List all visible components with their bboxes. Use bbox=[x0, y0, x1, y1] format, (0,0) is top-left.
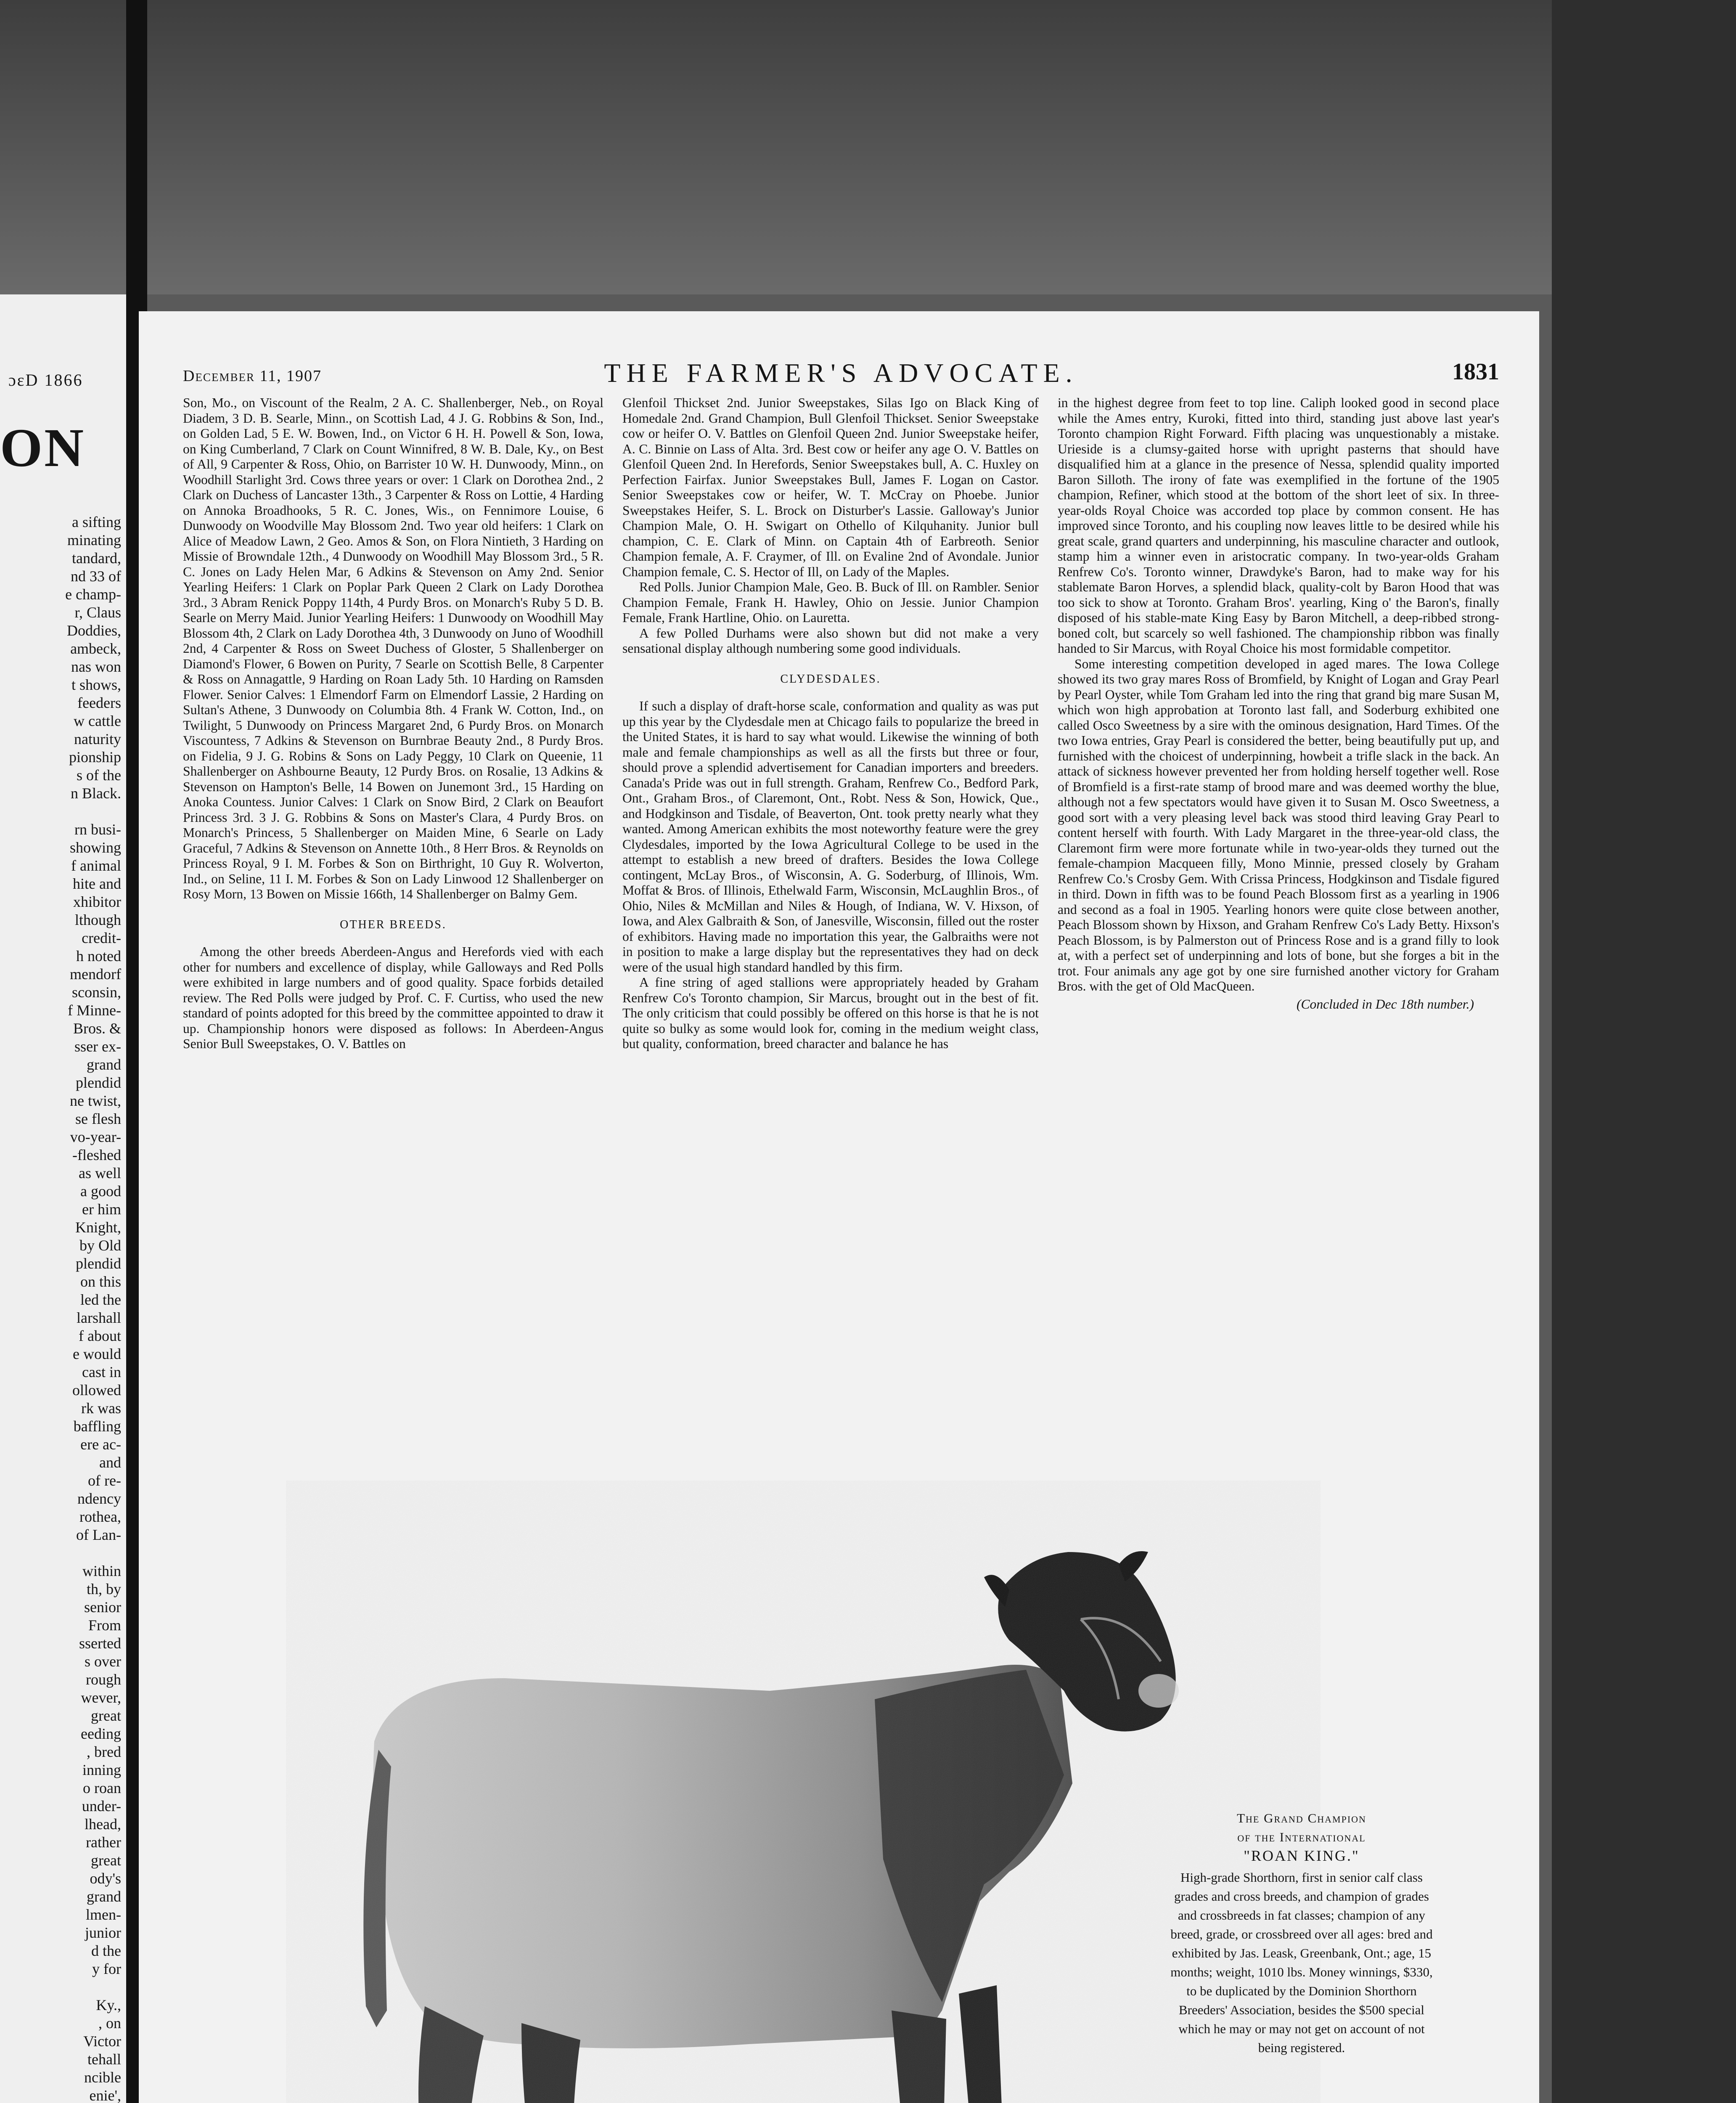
left-text-line: ambeck, bbox=[70, 640, 121, 657]
left-text-line: eeding bbox=[81, 1725, 121, 1742]
left-text-line: ne twist, bbox=[70, 1092, 121, 1109]
left-text-line: h noted bbox=[76, 948, 121, 964]
left-text-line bbox=[65, 803, 121, 821]
left-text-line: great bbox=[91, 1707, 121, 1724]
left-text-fragments bbox=[65, 513, 121, 2103]
left-text-line bbox=[65, 1978, 121, 1996]
left-text-line: rk was bbox=[81, 1400, 121, 1417]
left-text-line: senior bbox=[84, 1599, 121, 1616]
left-text-line: Victor bbox=[83, 2033, 121, 2050]
left-text-line bbox=[65, 1544, 121, 1562]
col2-paragraph: If such a display of draft-horse scale, conformation and quality as was put up this year by the Clydesdale men at Chicago fails to popularize the breed in the United States, it is hard to say what would. Likewise the winning of both male and female championships as well as all the firsts but three or four, should prove a splendid advertisement for Canadian importers and breeders. Canada's Pride was out in full strength. Graham, Renfrew Co., Bedford Park, Ont., Graham Bros., of Claremont, Ont., Robt. Ness & Son, Howick, Que., and Hodgkinson and Tisdale, of Beaverton, Ont. took pretty nearly what they wanted. Among American exhibits the most noteworthy feature were the grey Clydesdales, imported by the Iowa Agricultural College to be used in the attempt to establish a new breed of drafters. Besides the Iowa College contingent, McLay Bros., of Wisconsin, A. G. Soderburg, of Illinois, Wm. Moffat & Bros. of Illinois, Ethelwald Farm, Wisconsin, McLaughlin Bros., of Ohio, Niles & McMillan and Niles & Hough, of Indiana, W. V. Hixson, of Iowa, and Alex Galbraith & Son, of Janesville, Wisconsin, filled out the roster of exhibitors. Having made no importation this year, the Galbraiths were not in position to make a large display but the representatives they had on deck were of the usual high standard handled by this firm. bbox=[622, 699, 1039, 975]
col2-paragraph: Glenfoil Thickset 2nd. Junior Sweepstakes, Silas Igo on Black King of Homedale 2nd. Grand Champion, Bull Glenfoil Thickset. Senior Sweepstake cow or heifer O. V. Battles on Glenfoil Queen 2nd. Junior Sweepstake heifer, A. C. Binnie on Lass of Alta. 3rd. Best cow or heifer any age O. V. Battles on Glenfoil Queen 2nd. In Herefords, Senior Sweepstakes bull, A. C. Huxley on Perfection Fairfax. Junior Sweepstakes Bull, James F. Logan on Castor. Senior Sweepstakes cow or heifer, W. T. McCray on Phoebe. Junior Sweepstakes Heifer, S. L. Brock on Disturber's Lassie. Galloway's Junior Champion Male, O. H. Swigart on Othello of Kilquhanity. Junior bull champion, C. E. Clark of Minn. on Captain 4th of Earbreoth. Senior Champion female, A. F. Craymer, of Ill. on Evaline 2nd of Avondale. Junior Champion female, C. S. Hector of Ill, on Lady of the Maples. bbox=[622, 395, 1039, 579]
left-text-line: wever, bbox=[81, 1689, 121, 1706]
left-text-line: ere ac- bbox=[80, 1436, 121, 1453]
left-text-line: tandard, bbox=[72, 550, 121, 567]
left-text-line: , on bbox=[98, 2015, 121, 2031]
left-text-line: sserted bbox=[79, 1635, 121, 1652]
left-text-line: y for bbox=[92, 1960, 121, 1977]
left-text-line: se flesh bbox=[75, 1110, 121, 1127]
left-text-line: Knight, bbox=[75, 1219, 121, 1236]
col2-paragraph: A few Polled Durhams were also shown but did not make a very sensational display although numbering some good individuals. bbox=[622, 625, 1039, 656]
left-text-line: showing bbox=[69, 839, 121, 856]
left-text-line: of re- bbox=[88, 1472, 121, 1489]
left-text-line: ody's bbox=[90, 1870, 121, 1887]
left-text-line: grand bbox=[87, 1056, 121, 1073]
left-text-line: plendid bbox=[76, 1074, 121, 1091]
left-header-fragment: ɔɛD 1866 bbox=[8, 371, 83, 389]
caption-title-line-1: The Grand Champion bbox=[1237, 1811, 1366, 1825]
col3-paragraph: in the highest degree from feet to top line. Caliph looked good in second place while the Ames entry, Kuroki, fitted into third, standing just above last year's Toronto champion Right Forward. Fifth placing was unquestionably a mistake. Urieside is a clumsy-gaited horse with upright pasterns that should have disqualified him at a glance in the presence of Nessa, splendid quality imported Baron Silloth. The irony of fate was exemplified in the fortune of the 1905 champion, Refiner, which stood at the bottom of the short leet of six. In three-year-olds Royal Choice was accorded top place by common consent. He has improved since Toronto, and his coupling now leaves little to be desired while his great scale, grand quarters and underpinning, his masculine character and outlook, stamp him a winner even in aristocratic company. In two-year-olds Graham Renfrew Co's. Toronto winner, Drawdyke's Baron, had to make way for his stablemate Baron Horves, a splendid black, quality-colt by Baron Hood that was too sick to show at Toronto. Graham Bros'. yearling, King o' the Baron's, finally disposed of his stable-mate King Easy by Baron Mitchell, a deep-ribbed strong-boned colt, but scarcely so well fashioned. The championship ribbon was finally handed to Sir Marcus, with Royal Choice his most formidable competitor. bbox=[1058, 395, 1499, 656]
left-text-line: minating bbox=[67, 532, 121, 548]
caption-title-line-2: of the International bbox=[1237, 1830, 1366, 1844]
left-text-line: -fleshed bbox=[72, 1147, 121, 1163]
left-text-line: sser ex- bbox=[74, 1038, 121, 1055]
left-text-line: baffling bbox=[73, 1418, 121, 1435]
left-text-line: grand bbox=[87, 1888, 121, 1905]
left-text-line: nd 33 of bbox=[71, 568, 121, 585]
column-2 bbox=[622, 395, 1039, 1052]
left-text-line: rather bbox=[86, 1834, 121, 1851]
left-text-line: f about bbox=[79, 1327, 121, 1344]
left-text-line: hite and bbox=[73, 875, 121, 892]
col3-paragraph: Some interesting competition developed in aged mares. The Iowa College showed its two gray mares Ross of Bromfield, by Knight of Logan and Gray Pearl by Pearl Oyster, while Tom Graham led into the ring that grand big mare Susan M, which won high approbation at Toronto last fall, and Soderburg exhibited one called Osco Sweetness by a sire with the ominous designation, Hard Times. Of the two Iowa entries, Gray Pearl is considered the better, being beautifully put up, and furnished with the choicest of underpinning, howbeit a trifle slack in the back. An attack of sickness however prevented her from holding herself together well. Rose of Bromfield is a first-rate stamp of brood mare and was deemed worthy the blue, although not a few spectators would have given it to Susan M. Osco Sweetness, a good sort with a very pleasing level back was stood third leaving Gray Pearl to content herself with fourth. With Lady Margaret in the three-year-old class, the Claremont firm were more fortunate while in two-year-olds they turned out the female-champion Macqueen filly, Mono Minnie, pressed closely by Graham Renfrew Co.'s Crosby Gem. With Crissa Princess, Hodgkinson and Tisdale figured in third. Down in fifth was to be found Peach Blossom first as a yearling in 1906 and second as a foal in 1905. Yearling honors were quite close between another, Peach Blossom shown by Hixson, and Graham Renfrew Co's Lady Betty. Hixson's Peach Blossom, is by Palmerston out of Princess Rose and is a grand filly to look at, with a perfect set of underpinning and lots of bone, but she forges a bit in the trot. Four animals any age got by one sire furnished another victory for Graham Bros. with the get of Old MacQueen. bbox=[1058, 656, 1499, 993]
left-text-line: o roan bbox=[83, 1780, 121, 1796]
left-text-line: rough bbox=[86, 1671, 121, 1688]
col1-paragraph: Son, Mo., on Viscount of the Realm, 2 A. C. Shallenberger, Neb., on Royal Diadem, 3 D. B. Searle, Minn., on Scottish Lad, 4 J. G. Robbins & Son, Ind., on Golden Lad, 5 E. W. Bowen, Ind., on Victor 6 H. H. Powell & Son, Iowa, on King Cumberland, 7 Clark on Count Winnifred, 8 W. B. Dale, Ky., on Best of All, 9 Carpenter & Ross, Ohio, on Barrister 10 W. H. Dunwoody, Minn., on Woodhill Starlight 3rd. Cows three years or over: 1 Clark on Dorothea 2nd., 2 Clark on Duchess of Lancaster 13th., 3 Carpenter & Ross on Lottie, 4 Harding on Annoka Broadhooks, 5 R. C. Jones, Wis., on Fennimore Louise, 6 Dunwoody on Woodville May Blossom 2nd. Two year old heifers: 1 Clark on Alice of Meadow Lawn, 2 Geo. Amos & Son, on Flora Nintieth, 3 Harding on Missie of Browndale 12th., 4 Dunwoody on Woodhill May Blossom 3rd., 5 R. C. Jones on Lady Helen Mar, 6 Adkins & Stevenson on Amy 2nd. Senior Yearling Heifers: 1 Clark on Poplar Park Queen 2 Clark on Lady Dorothea 3rd., 3 Abram Renick Poppy 114th, 4 Purdy Bros. on Monarch's Ruby 5 D. B. Searle on Merry Maid. Junior Yearling Heifers: 1 Dunwoody on Woodhill May Blossom 4th, 2 Clark on Lady Dorothea 4th, 3 Dunwoody on Juno of Woodhill 2nd, 4 Carpenter & Ross on Sweet Duchess of Gloster, 5 Shallenberger on Diamond's Flower, 6 Bowen on Purity, 7 Searle on Scottish Belle, 8 Carpenter & Ross on Annagattle, 9 Harding on Roan Lady 5th. 10 Harding on Ramsden Flower. Senior Calves: 1 Elmendorf Farm on Elmendorf Lassie, 2 Harding on Sultan's Athene, 3 Dunwoody on Columbia 8th. 4 Frank W. Cotton, Ind., on Twilight, 5 Dunwoody on Princess Margaret 2nd, 6 Purdy Bros. on Monarch Viscountess, 7 Adkins & Stevenson on Burnbrae Beauty 2nd., 8 Purdy Bros. on Fidelia, 9 J. G. Robins & Sons on Lady Peggy, 10 Clark on Queenie, 11 Shallenberger on Ashbourne Beauty, 12 Purdy Bros. on Rosalie, 13 Adkins & Stevenson on Hampton's Belle, 14 Bowen on Junemont 3rd., 15 Harding on Anoka Countess. Junior Calves: 1 Clark on Snow Bird, 2 Clark on Beaufort Princess 3rd. 3 J. G. Robbins & Sons on Master's Clara, 4 Purdy Bros. on Monarch's Princess, 5 Shallenberger on Maiden Mine, 6 Searle on Lady Graceful, 7 Adkins & Stevenson on Annette 10th., 8 Herr Bros. & Reynolds on Princess Royal, 9 I. M. Forbes & Son on Birthright, 10 Guy R. Wolverton, Ind., on Seline, 11 I. M. Forbes & Son on Lady Linwood 12 Shallenberger on Rosy Morn, 13 Bowen on Missie 166th, 14 Shallenberger on Balmy Gem. bbox=[183, 395, 603, 901]
column-1 bbox=[183, 395, 603, 1052]
main-page bbox=[139, 311, 1539, 2103]
left-text-line: r, Claus bbox=[74, 604, 121, 621]
left-text-line: s of the bbox=[77, 767, 121, 784]
left-text-line: d the bbox=[91, 1942, 121, 1959]
left-text-line: mendorf bbox=[70, 966, 121, 983]
left-text-line: t shows, bbox=[71, 676, 121, 693]
left-text-line: e champ- bbox=[65, 586, 121, 603]
left-text-line: s over bbox=[85, 1653, 121, 1670]
left-text-line: lhead, bbox=[85, 1816, 121, 1833]
left-text-line: nas won bbox=[71, 658, 121, 675]
left-text-line: pionship bbox=[69, 749, 121, 765]
photo-caption bbox=[1165, 1809, 1438, 2057]
left-text-line: sconsin, bbox=[72, 984, 121, 1001]
left-text-line: ncible bbox=[84, 2069, 121, 2086]
column-3 bbox=[1058, 395, 1499, 1012]
col2-paragraph: Red Polls. Junior Champion Male, Geo. B. Buck of Ill. on Rambler. Senior Champion Female, Frank H. Hawley, Ohio on Jessie. Junior Champion Female, Frank Hartline, Ohio. on Lauretta. bbox=[622, 580, 1039, 625]
section-heading-other-breeds: OTHER BREEDS. bbox=[340, 918, 447, 931]
left-text-line: credit- bbox=[82, 930, 121, 946]
left-text-line: led the bbox=[80, 1291, 121, 1308]
scan-top-shadow bbox=[0, 0, 1736, 294]
left-text-line: plendid bbox=[76, 1255, 121, 1272]
left-text-line: on this bbox=[80, 1273, 121, 1290]
left-text-line: a good bbox=[80, 1183, 121, 1200]
left-text-line: feeders bbox=[77, 694, 121, 711]
left-text-line: n Black. bbox=[71, 785, 121, 802]
left-text-line: lmen- bbox=[86, 1906, 121, 1923]
left-text-line: th, by bbox=[86, 1581, 121, 1597]
left-text-line: junior bbox=[85, 1924, 121, 1941]
left-text-line: tehall bbox=[87, 2051, 121, 2068]
col2-paragraph: A fine string of aged stallions were appropriately headed by Graham Renfrew Co's Toronto champion, Sir Marcus, brought out in the best of fit. The only criticism that could possibly be offered on this horse is that he is not quite so bulky as some would look for, coming in the medium weight class, but quality, conformation, breed character and balance he has bbox=[622, 975, 1039, 1051]
continuation-note: (Concluded in Dec 18th number.) bbox=[1296, 996, 1474, 1012]
caption-body: High-grade Shorthorn, first in senior calf class grades and cross breeds, and champion of grades and crossbreeds in fat classes; champion of any breed, grade, or crossbreed over all ages: bred and exhibited by Jas. Leask, Greenbank, Ont.; age, 15 months; weight, 1010 lbs. Money winnings, $330, to be duplicated by the Dominion Shorthorn Breeders' Association, besides the $500 special which he may or may not get on account of not being registered. bbox=[1170, 1870, 1433, 2055]
left-text-line: cast in bbox=[82, 1364, 121, 1380]
left-text-line: lthough bbox=[74, 911, 121, 928]
left-text-line: enie', bbox=[89, 2087, 121, 2103]
left-page-fragment bbox=[0, 294, 126, 2103]
left-text-line: of Lan- bbox=[76, 1526, 121, 1543]
masthead: THE FARMER'S ADVOCATE. bbox=[604, 358, 1078, 388]
left-text-line: inning bbox=[82, 1761, 121, 1778]
col1-paragraph: Among the other breeds Aberdeen-Angus and Herefords vied with each other for numbers and excellence of display, while Galloways and Red Polls were exhibited in large numbers and of good quality. Space forbids detailed review. The Red Polls were judged by Prof. C. F. Curtiss, who used the new standard of points adopted for this breed by the committee appointed to draw it up. Championship honors were disposed as follows: In Aberdeen-Angus Senior Bull Sweepstakes, O. V. Battles on bbox=[183, 944, 603, 1051]
left-text-line: Ky., bbox=[96, 1997, 121, 2013]
left-text-line: Bros. & bbox=[73, 1020, 121, 1037]
left-text-line: by Old bbox=[79, 1237, 121, 1254]
left-text-line: ndency bbox=[77, 1490, 121, 1507]
left-text-line: under- bbox=[82, 1798, 121, 1814]
left-text-line: From bbox=[88, 1617, 121, 1634]
page-number: 1831 bbox=[1452, 359, 1499, 385]
left-text-line: rothea, bbox=[79, 1508, 121, 1525]
left-text-line: naturity bbox=[74, 731, 121, 747]
left-title-fragment: ON bbox=[0, 418, 85, 478]
left-text-line: rn busi- bbox=[74, 821, 121, 838]
left-text-line: e would bbox=[73, 1345, 121, 1362]
page-header bbox=[183, 358, 1499, 391]
left-text-line: f animal bbox=[71, 857, 121, 874]
left-text-line: a sifting bbox=[72, 514, 121, 530]
left-text-line: w cattle bbox=[74, 712, 121, 729]
section-heading-clydesdales: CLYDESDALES. bbox=[780, 672, 881, 686]
left-text-line: within bbox=[82, 1563, 121, 1579]
left-text-line: larshall bbox=[77, 1309, 121, 1326]
left-text-line: f Minne- bbox=[68, 1002, 121, 1019]
left-text-line: , bred bbox=[87, 1743, 121, 1760]
left-text-line: er him bbox=[82, 1201, 121, 1218]
left-text-line: vo-year- bbox=[70, 1128, 121, 1145]
left-text-line: as well bbox=[79, 1165, 121, 1181]
caption-animal-name: "ROAN KING." bbox=[1244, 1847, 1360, 1864]
left-text-line: Doddies, bbox=[67, 622, 121, 639]
left-text-line: ollowed bbox=[72, 1382, 121, 1398]
left-text-line: xhibitor bbox=[73, 893, 121, 910]
left-text-line: and bbox=[99, 1454, 121, 1471]
left-text-line: great bbox=[91, 1852, 121, 1869]
issue-date: December 11, 1907 bbox=[183, 367, 322, 385]
scan-right-shadow bbox=[1552, 0, 1736, 2103]
